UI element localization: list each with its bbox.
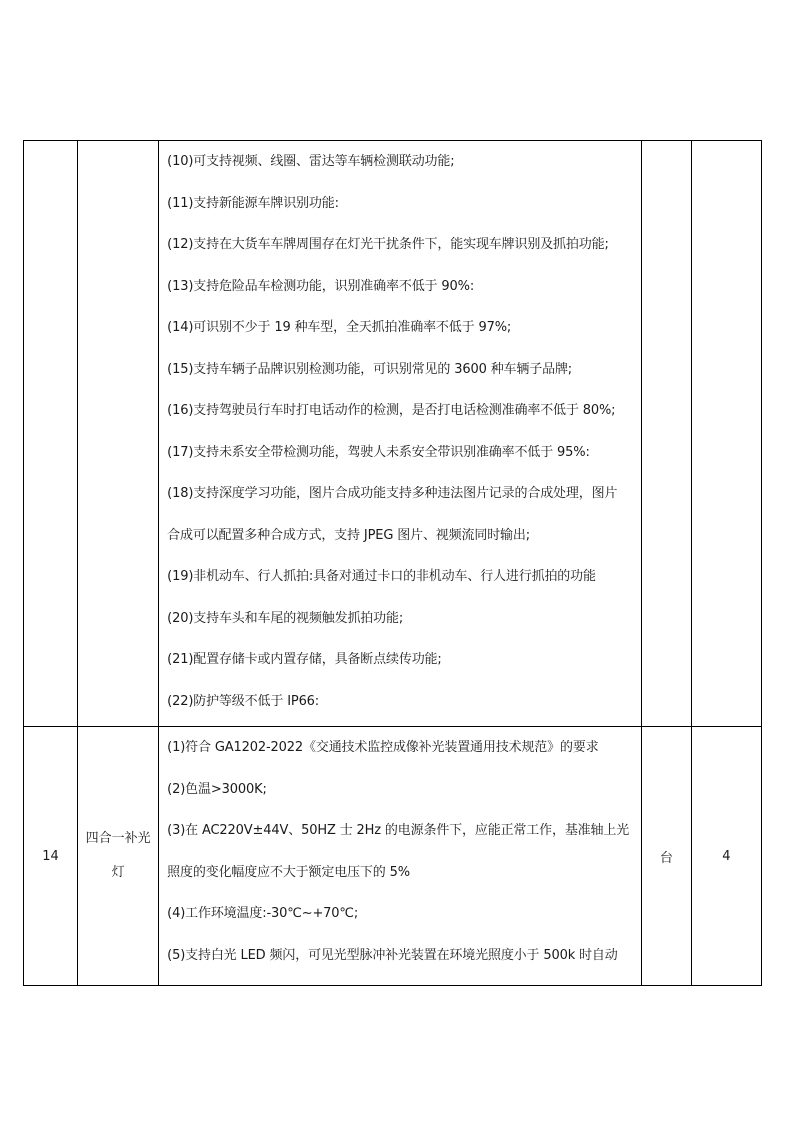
spec-line: (11)支持新能源车牌识别功能: xyxy=(167,195,339,211)
spec-line: (1)符合 GA1202-2022《交通技术监控成像补光装置通用技术规范》的要求 xyxy=(167,740,599,755)
table-row xyxy=(24,141,762,727)
spec-line: (19)非机动车、行人抓拍:具备对通过卡口的非机动车、行人进行抓拍的功能 xyxy=(167,569,596,584)
spec-line: (22)防护等级不低于 IP66: xyxy=(167,693,320,709)
spec-line: 照度的变化幅度应不大于额定电压下的 5% xyxy=(167,864,410,880)
item-name-line: 灯 xyxy=(111,865,125,880)
table-row xyxy=(24,727,762,986)
spec-line: (3)在 AC220V±44V、50HZ 士 2Hz 的电源条件下，应能正常工作，基准轴上光 xyxy=(167,823,630,838)
spec-line: (14)可识别不少于 19 种车型，全天抓拍准确率不低于 97%; xyxy=(167,320,512,335)
unit-cell xyxy=(641,141,691,727)
spec-table xyxy=(23,140,762,986)
item-number-cell xyxy=(24,141,78,727)
spec-line: (21)配置存储卡或内置存储，具备断点续传功能; xyxy=(167,652,442,667)
spec-line: (15)支持车辆子品牌识别检测功能，可识别常见的 3600 种车辆子品牌; xyxy=(167,361,573,377)
quantity-cell xyxy=(691,141,761,727)
unit-cell: 台 xyxy=(641,727,691,986)
item-number-cell: 14 xyxy=(24,727,78,986)
spec-cell xyxy=(159,141,642,727)
item-name-line: 四合一补光 xyxy=(85,831,151,846)
spec-line: (17)支持未系安全带检测功能，驾驶人未系安全带识别准确率不低于 95%: xyxy=(167,444,590,460)
spec-line: (4)工作环境温度:-30℃~+70℃; xyxy=(167,906,359,921)
spec-line: (12)支持在大货车车牌周围存在灯光干扰条件下，能实现车牌识别及抓拍功能; xyxy=(167,237,609,252)
item-name-cell xyxy=(78,727,159,986)
spec-line: (10)可支持视频、线圈、雷达等车辆检测联动功能; xyxy=(167,154,455,169)
spec-line: (2)色温>3000K; xyxy=(167,781,267,797)
spec-line: (18)支持深度学习功能，图片合成功能支持多种违法图片记录的合成处理，图片 xyxy=(167,486,618,501)
spec-cell xyxy=(159,727,642,986)
spec-line: 合成可以配置多种合成方式，支持 JPEG 图片、视频流同时输出; xyxy=(167,527,530,543)
quantity-cell: 4 xyxy=(691,727,761,986)
spec-line: (13)支持危险品车检测功能，识别准确率不低于 90%: xyxy=(167,278,475,294)
spec-line: (20)支持车头和车尾的视频触发抓拍功能; xyxy=(167,610,404,626)
item-name-cell xyxy=(78,141,159,727)
spec-line: (5)支持白光 LED 频闪，可见光型脉冲补光装置在环境光照度小于 500k 时自动 xyxy=(167,947,618,963)
spec-line: (16)支持驾驶员行车时打电话动作的检测，是否打电话检测准确率不低于 80%; xyxy=(167,403,616,418)
